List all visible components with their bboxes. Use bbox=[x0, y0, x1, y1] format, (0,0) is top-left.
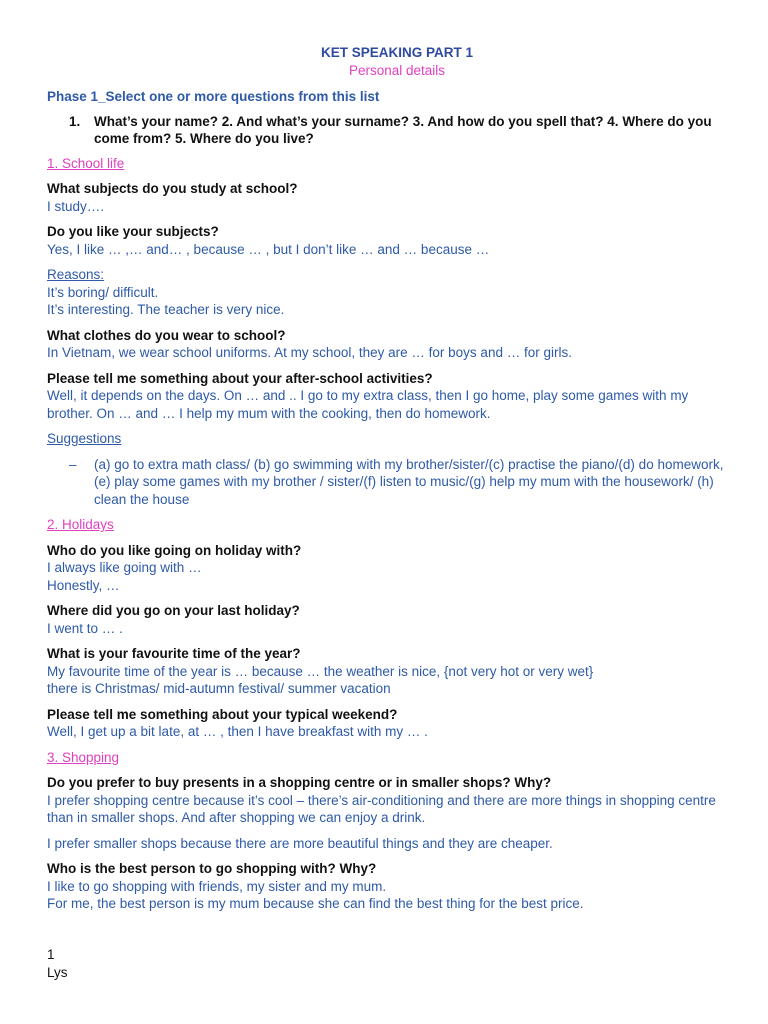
document-page bbox=[47, 44, 727, 921]
qa-block bbox=[47, 602, 727, 637]
answer: I prefer shopping centre because it’s cool – there’s air-conditioning and there are more things in shopping centre than in smaller shops. And after shopping we can enjoy a drink. bbox=[47, 792, 716, 825]
answer: I prefer smaller shops because there are more beautiful things and they are cheaper. bbox=[47, 835, 553, 851]
answer: there is Christmas/ mid-autumn festival/ summer vacation bbox=[47, 681, 391, 696]
item-text: What’s your name? 2. And what’s your surname? 3. And how do you spell that? 4. Where do you come from? 5. Where do you live? bbox=[94, 113, 712, 146]
answer: I always like going with … bbox=[47, 560, 202, 575]
reason: It’s interesting. The teacher is very nice. bbox=[47, 302, 285, 317]
reasons-block bbox=[47, 266, 727, 319]
phase-heading: Phase 1_Select one or more questions from this list bbox=[47, 89, 380, 104]
section-heading-holidays: 2. Holidays bbox=[47, 517, 114, 532]
qa-block bbox=[47, 706, 727, 741]
answer: I like to go shopping with friends, my sister and my mum. bbox=[47, 878, 387, 894]
page-title: KET SPEAKING PART 1 bbox=[320, 45, 474, 60]
answer: For me, the best person is my mum because she can find the best thing for the best price. bbox=[47, 896, 584, 911]
question: What subjects do you study at school? bbox=[47, 181, 298, 196]
question: Where did you go on your last holiday? bbox=[47, 603, 300, 618]
question: Please tell me something about your typical weekend? bbox=[47, 706, 398, 722]
answer: I study…. bbox=[47, 198, 105, 214]
answer: Yes, I like … ,… and… , because … , but I don’t like … and … because … bbox=[47, 241, 490, 257]
qa-block bbox=[47, 370, 727, 423]
question: Do you like your subjects? bbox=[47, 224, 219, 239]
footer-author: Lys bbox=[47, 964, 68, 980]
suggestions-text: (a) go to extra math class/ (b) go swimming with my brother/sister/(c) practise the piano/(d) do homework, (e) play some games with my brother / sister/(f) listen to music/(g) help my mum with the housework/ (h) clean the house bbox=[94, 456, 724, 507]
question: What clothes do you wear to school? bbox=[47, 327, 286, 343]
qa-block bbox=[47, 180, 727, 215]
qa-block bbox=[47, 860, 727, 913]
numbered-question-item bbox=[47, 113, 727, 148]
qa-block bbox=[47, 645, 727, 698]
answer: In Vietnam, we wear school uniforms. At my school, they are … for boys and … for girls. bbox=[47, 345, 572, 360]
qa-block bbox=[47, 223, 727, 258]
answer-block bbox=[47, 835, 727, 853]
item-number: 1. bbox=[69, 113, 81, 129]
answer: Well, I get up a bit late, at … , then I have breakfast with my … . bbox=[47, 724, 428, 739]
question: Do you prefer to buy presents in a shopping centre or in smaller shops? Why? bbox=[47, 775, 552, 790]
page-number: 1 bbox=[47, 947, 55, 962]
answer: I went to … . bbox=[47, 620, 123, 636]
answer: Honestly, … bbox=[47, 577, 120, 593]
page-footer bbox=[47, 946, 68, 981]
suggestions-block bbox=[47, 430, 727, 508]
answer: My favourite time of the year is … because … the weather is nice, {not very hot or very wet} bbox=[47, 663, 594, 679]
question: What is your favourite time of the year? bbox=[47, 646, 301, 661]
dash-bullet: – bbox=[69, 456, 77, 472]
answer: Well, it depends on the days. On … and .. I go to my extra class, then I go home, play some games with my brother. On … and … I help my mum with the cooking, then do homework. bbox=[47, 388, 689, 421]
section-heading-shopping: 3. Shopping bbox=[47, 749, 120, 765]
question: Please tell me something about your after-school activities? bbox=[47, 370, 433, 386]
qa-block bbox=[47, 327, 727, 362]
suggestions-item bbox=[47, 456, 727, 509]
page-subtitle: Personal details bbox=[348, 62, 446, 78]
section-heading-school-life: 1. School life bbox=[47, 155, 125, 171]
qa-block bbox=[47, 542, 727, 595]
question: Who is the best person to go shopping with? Why? bbox=[47, 861, 377, 876]
qa-block bbox=[47, 774, 727, 827]
suggestions-label: Suggestions bbox=[47, 431, 122, 446]
reasons-label: Reasons: bbox=[47, 267, 105, 282]
reason: It’s boring/ difficult. bbox=[47, 284, 159, 300]
question: Who do you like going on holiday with? bbox=[47, 542, 302, 558]
